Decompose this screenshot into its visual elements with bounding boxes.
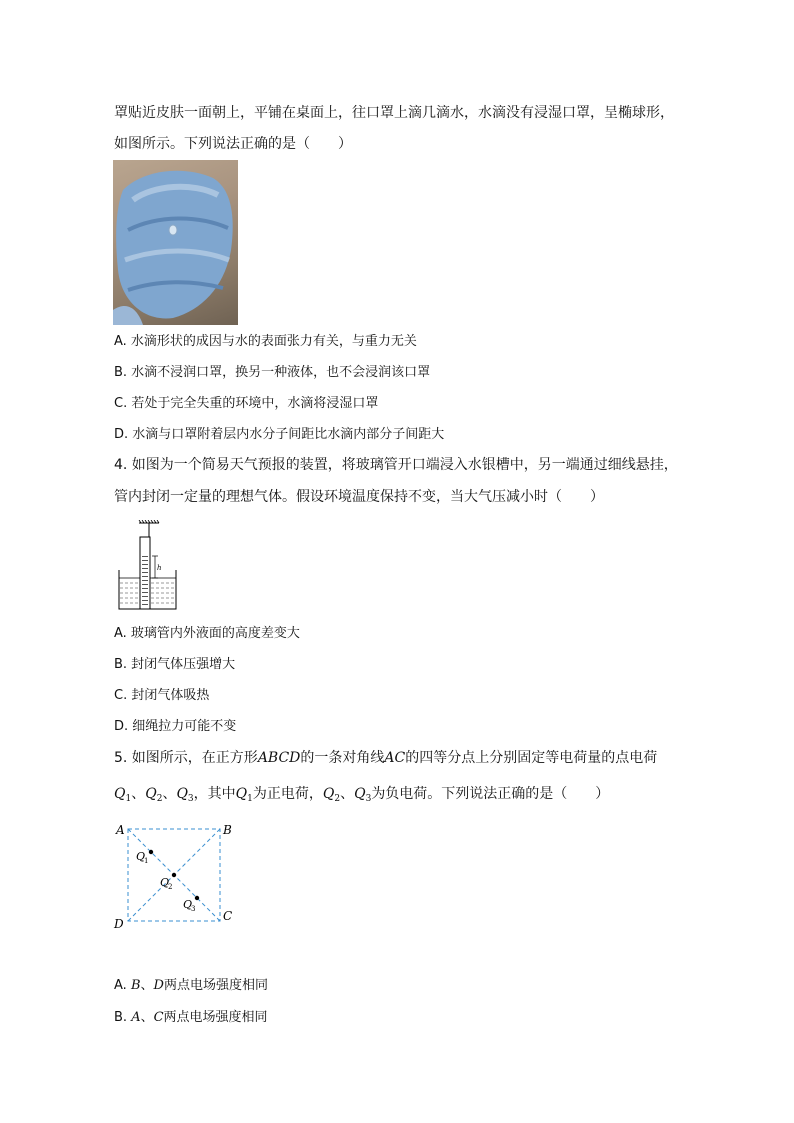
charge-sub-3: 3 (191, 905, 196, 913)
charge-q2-ref: $Q_2$ (322, 786, 341, 804)
q5-option-b: B. A、C两点电场强度相同 (114, 1010, 268, 1025)
charge-q3-ref: $Q_3$ (354, 786, 372, 804)
corner-label-d: D (114, 917, 124, 931)
height-label-h: h (157, 564, 162, 572)
q3-option-d: D. 水滴与口罩附着层内水分子间距比水滴内部分子间距大 (114, 427, 445, 442)
charge-q3: $Q_3$ (176, 786, 194, 804)
q4-option-a: A. 玻璃管内外液面的高度差变大 (114, 626, 300, 641)
q5-stem-line1: 5. 如图所示，在正方形ABCD的一条对角线AC的四等分点上分别固定等电荷量的点电荷 (114, 750, 658, 766)
corner-label-a: A (116, 823, 125, 837)
mask-water-drop-photo (113, 160, 238, 325)
barometer-tube-figure (117, 520, 179, 616)
charge-sub-1: 1 (144, 857, 149, 865)
q4-option-b: B. 封闭气体压强增大 (114, 657, 236, 672)
charge-q1-ref: $Q_1$ (235, 786, 253, 804)
q3-stem-line1: 罩贴近皮肤一面朝上，平铺在桌面上，往口罩上滴几滴水，水滴没有浸湿口罩，呈椭球形， (114, 105, 674, 121)
charge-label-q1: Q (136, 850, 146, 863)
charge-q2: $Q_2$ (145, 786, 163, 804)
square-charges-figure (112, 820, 242, 939)
q4-option-d: D. 细绳拉力可能不变 (114, 719, 237, 734)
q3-option-a: A. 水滴形状的成因与水的表面张力有关，与重力无关 (114, 334, 417, 349)
square-name: ABCD (257, 750, 301, 766)
q4-option-c: C. 封闭气体吸热 (114, 688, 210, 703)
q5-option-a: A. B、D两点电场强度相同 (114, 978, 268, 993)
corner-label-c: C (223, 909, 233, 923)
q3-stem-line2: 如图所示。下列说法正确的是（ ） (114, 136, 352, 152)
corner-label-b: B (223, 823, 232, 837)
charge-q1: $Q_1$ (114, 786, 132, 804)
q4-stem-line1: 4. 如图为一个简易天气预报的装置，将玻璃管开口端浸入水银槽中，另一端通过细线悬挂， (114, 457, 678, 473)
charge-sub-2: 2 (168, 883, 173, 891)
diagonal-name: AC (384, 750, 406, 766)
q3-option-b: B. 水滴不浸润口罩，换另一种液体，也不会浸润该口罩 (114, 365, 431, 380)
q4-stem-line2: 管内封闭一定量的理想气体。假设环境温度保持不变，当大气压减小时（ ） (114, 489, 604, 505)
q3-option-c: C. 若处于完全失重的环境中，水滴将浸湿口罩 (114, 396, 379, 411)
charge-label-q3: Q (183, 898, 193, 911)
q5-stem-line2: $Q_1$、$Q_2$、$Q_3$，其中$Q_1$为正电荷，$Q_2$、$Q_3$为负电荷。下列说法正确的是（ ） (114, 786, 610, 804)
charge-label-q2: Q (160, 876, 170, 889)
